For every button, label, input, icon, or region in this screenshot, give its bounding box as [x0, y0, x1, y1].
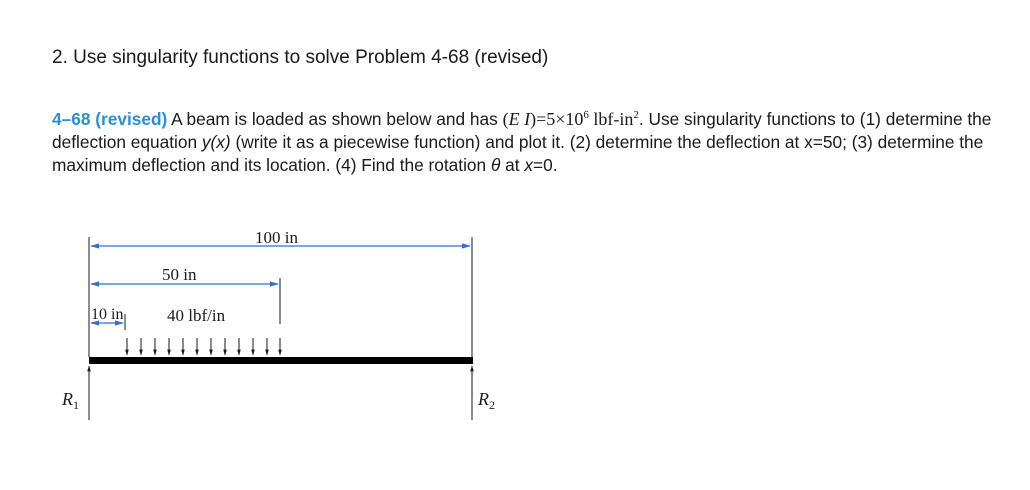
dimension-label-100in: 100 in	[255, 228, 298, 247]
reaction-label-left: $R_1$	[62, 389, 79, 412]
distributed-load-arrows	[127, 338, 280, 355]
problem-parts-rest: (write it as a piecewise function) and plot it. (2) determine the deflection at x=50; (3) determine the maximum deflection and its location. (4) Find the rotation	[52, 132, 984, 175]
dimension-label-50in: 50 in	[162, 265, 197, 284]
beam	[89, 357, 473, 364]
problem-reference: 4–68 (revised)	[52, 109, 168, 129]
distributed-load-label: 40 lbf/in	[167, 306, 226, 325]
dimension-label-10in: 10 in	[91, 306, 124, 323]
problem-intro: A beam is loaded as shown below and has	[167, 109, 503, 129]
reaction-label-right: $R_2$	[478, 389, 495, 412]
problem-part-1: . Use singularity functions to (1) determine the deflection equation	[52, 109, 992, 152]
theta-symbol: θ	[490, 155, 501, 175]
x-variable: x	[524, 155, 533, 175]
problem-statement: 4–68 (revised) A beam is loaded as shown below and has (E $I)=5\times 10^6$ lbf-$in^2$. Use singularity functions to (1) determine the deflection equation y(x) (write it as a piecewise function) and plot it. (2) determine the deflection at x=50; (3) determine the maximum deflection and its location. (4) Find the rotation θ at x=0.	[52, 109, 992, 175]
deflection-function: y(x)	[201, 132, 231, 152]
stiffness-expression: (E $I)=5\times 10^6$ lbf-$in^2$	[502, 109, 639, 129]
question-heading: 2. Use singularity functions to solve Problem 4-68 (revised)	[52, 47, 549, 68]
